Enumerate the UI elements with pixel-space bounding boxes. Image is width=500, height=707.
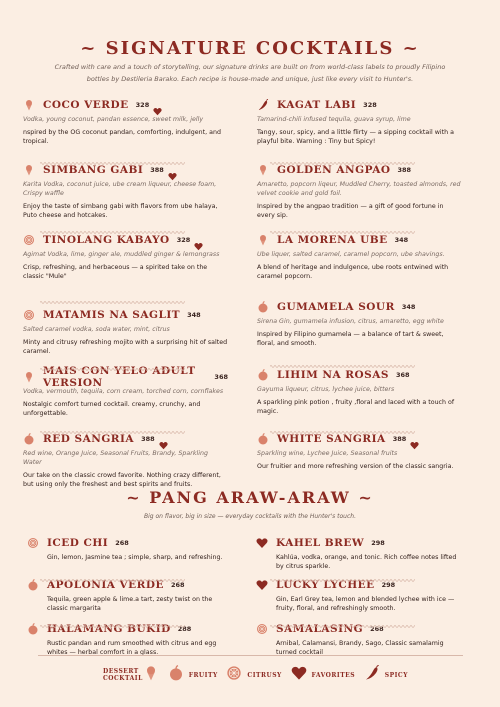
divider-squiggle [40, 290, 185, 295]
item-description: Tequila, green apple & lime.a tart, zesty twist on the classic margarita [47, 596, 213, 612]
item-description: Our fruitier and more refreshing version of the classic sangria. [257, 463, 454, 470]
divider-squiggle [40, 614, 185, 619]
item-price: 298 [371, 539, 385, 547]
item-price: 388 [397, 166, 412, 174]
item-name: SAMALASING [276, 623, 364, 635]
legend-label: SPICY [384, 671, 408, 679]
legend-label: FAVORITES [311, 671, 356, 679]
item-description: Kahlúa, vodka, orange, and tonic. Rich coffee notes lifted by citrus sparkle. [276, 554, 457, 570]
ice-cream-icon [23, 99, 35, 111]
item-description: Rustic pandan and rum smoothed with citrus and egg whites — herbal comfort in a glass. [47, 640, 217, 656]
citrus-icon [23, 234, 35, 246]
item-description: A blend of heritage and indulgence, ube roots entwined with caramel popcorn. [257, 264, 449, 280]
item-ingredients: Karita Vodka, coconut juice, ube cream liqueur, cheese foam, Crispy waffle [23, 181, 217, 197]
item-price: 328 [176, 236, 191, 244]
item-name: RED SANGRIA [43, 433, 135, 445]
item-price: 388 [141, 435, 155, 443]
menu-item-apolonia-verde [27, 578, 232, 613]
item-description: Tangy, sour, spicy, and a little flirty — a sipping cocktail with a playful bite. Warning : Tiny but Spicy! [257, 129, 454, 145]
item-ingredients: Agimat Vodka, lime, ginger ale, muddled ginger & lemongrass [23, 251, 220, 258]
legend-divider [38, 655, 463, 656]
divider-squiggle [40, 420, 185, 425]
fruit-icon [27, 623, 39, 635]
item-name: LA MORENA UBE [277, 234, 388, 246]
chili-icon [364, 665, 380, 685]
heart-icon [291, 665, 307, 685]
section-subtitle: Big on flavor, big in size — everyday cocktails with the Hunter's touch. [144, 513, 356, 520]
item-name: TINOLANG KABAYO [43, 234, 170, 246]
item-price: 268 [171, 581, 185, 589]
favorite-heart-icon [168, 166, 177, 175]
menu-item-la-morena-ube [257, 233, 462, 281]
item-name: GOLDEN ANGPAO [277, 164, 391, 176]
divider-squiggle [40, 151, 185, 156]
item-name: COCO VERDE [43, 99, 129, 111]
divider-squiggle [270, 420, 415, 425]
legend-dessert-cocktail [103, 665, 159, 685]
menu-item-white-sangria [257, 432, 462, 471]
item-name: APOLONIA VERDE [47, 579, 165, 591]
menu-item-tinolang-kabayo [23, 233, 228, 281]
item-price: 288 [177, 625, 192, 633]
citrus-icon [256, 623, 268, 635]
item-name: ICED CHI [47, 537, 109, 549]
legend-spicy [364, 665, 408, 685]
fruit-icon [257, 301, 269, 313]
section-title-everyday: ~ PANG ARAW-ARAW ~ [126, 488, 374, 507]
fruit-icon [27, 579, 39, 591]
fruit-icon [23, 433, 35, 445]
item-ingredients: Ube liquer, salted caramel, caramel popcorn, ube shavings. [257, 251, 445, 258]
ice-cream-icon [143, 665, 159, 685]
item-price: 328 [135, 101, 150, 109]
menu-item-mais-con-yelo-adult-version [23, 365, 228, 418]
menu-item-golden-angpao [257, 163, 462, 220]
menu-item-matamis-na-saglit [23, 308, 228, 356]
item-description: Inspired by the angpao tradition — a gift of good fortune in every sip. [257, 203, 444, 219]
ice-cream-icon [23, 371, 35, 383]
menu-item-iced-chi [27, 536, 232, 562]
item-price: 368 [214, 373, 228, 381]
divider-squiggle [40, 568, 185, 573]
item-price: 348 [187, 311, 201, 319]
fruit-icon [257, 369, 269, 381]
legend-citrusy [226, 665, 281, 685]
item-name: LIHIM NA ROSAS [277, 369, 389, 381]
item-price: 328 [363, 101, 377, 109]
item-ingredients: Gayuma liqueur, citrus, lychee juice, bitters [257, 386, 395, 393]
menu-item-red-sangria [23, 432, 228, 489]
item-ingredients: Vodka, vermouth, tequila, corn cream, torched corn, cornflakes [23, 388, 224, 395]
favorite-heart-icon [194, 236, 203, 245]
item-description: Crisp, refreshing, and herbaceous — a spirited take on the classic "Mule" [23, 264, 208, 280]
item-name: LUCKY LYCHEE [276, 579, 375, 591]
item-description: Arnibal, Calamansi, Brandy, Sago, Classic samalamig turned cocktail [276, 640, 444, 656]
item-name: MAIS CON YELO ADULT VERSION [43, 365, 196, 389]
item-description: Inspired by Filipino gumamela — a balance of tart & sweet, floral, and smooth. [257, 331, 444, 347]
legend-label: CITRUSY [247, 671, 282, 679]
item-name: MATAMIS NA SAGLIT [43, 309, 181, 321]
item-price: 268 [370, 625, 384, 633]
legend-favorites [291, 665, 356, 685]
heart-icon [256, 579, 268, 591]
item-description: Gin, Earl Grey tea, lemon and blended lychee with ice — fruity, floral, and refreshingly smooth. [276, 596, 455, 612]
divider-squiggle [270, 151, 415, 156]
menu-item-kahel-brew [256, 536, 461, 571]
favorite-heart-icon [410, 435, 419, 444]
item-description: Enjoy the taste of simbang gabi with flavors from ube halaya, Puto cheese and hotcakes. [23, 203, 218, 219]
chili-icon [257, 99, 269, 111]
legend [103, 665, 408, 685]
fruit-icon [168, 665, 184, 685]
item-name: SIMBANG GABI [43, 164, 144, 176]
favorite-heart-icon [153, 101, 162, 110]
item-price: 298 [381, 581, 396, 589]
ice-cream-icon [257, 234, 269, 246]
item-ingredients: Sparkling wine, Lychee Juice, Seasonal fruits [257, 450, 398, 457]
citrus-icon [27, 537, 39, 549]
item-ingredients: Salted caramel vodka, soda water, mint, citrus [23, 326, 170, 333]
item-name: KAGAT LABI [277, 99, 357, 111]
menu-item-simbang-gabi [23, 163, 228, 220]
item-price: 348 [401, 303, 416, 311]
item-description: A sparkling pink potion , fruity ,floral and laced with a touch of magic. [257, 399, 455, 415]
menu-item-coco-verde [23, 98, 228, 146]
favorite-heart-icon [159, 435, 168, 444]
intro-text: Crafted with care and a touch of storytelling, our signature drinks are built on from world-class labels to proudly Filipino bottles by Destileria Barako. Each recipe is house-made and unique, just like every visit to Hunter's. [54, 63, 446, 83]
menu-item-gumamela-sour [257, 300, 462, 348]
item-description: Gin, lemon, Jasmine tea ; simple, sharp, and refreshing. [47, 554, 223, 561]
divider-squiggle [270, 354, 415, 359]
item-description: Our take on the classic crowd favorite. Nothing crazy different, but using only the freshest and best spirits and fruits. [23, 472, 221, 488]
item-name: HALAMANG BUKID [47, 623, 171, 635]
divider-squiggle [270, 614, 415, 619]
legend-label: FRUITY [188, 671, 218, 679]
item-name: WHITE SANGRIA [277, 433, 386, 445]
item-ingredients: Amaretto, popcorn liqeur, Muddled Cherry, toasted almonds, red velvet cookie and gold foil. [257, 181, 461, 197]
divider-squiggle [270, 568, 415, 573]
ice-cream-icon [257, 164, 269, 176]
divider-squiggle [270, 220, 415, 225]
legend-fruity [168, 665, 218, 685]
citrus-icon [226, 665, 242, 685]
citrus-icon [23, 309, 35, 321]
item-name: GUMAMELA SOUR [277, 301, 395, 313]
fruit-icon [257, 433, 269, 445]
divider-squiggle [40, 220, 185, 225]
item-ingredients: Tamarind-chili infused tequila, guava syrup, lime [257, 116, 411, 123]
item-price: 388 [392, 435, 407, 443]
legend-label: DESSERT COCKTAIL [103, 668, 143, 682]
item-name: KAHEL BREW [276, 537, 365, 549]
ice-cream-icon [23, 164, 35, 176]
heart-icon [256, 537, 268, 549]
item-ingredients: Red wine, Orange Juice, Seasonal Fruits, Brandy, Sparkling Water [23, 450, 208, 466]
item-price: 268 [115, 539, 129, 547]
item-price: 388 [150, 166, 164, 174]
menu-item-lihim-na-rosas [257, 368, 462, 416]
item-ingredients: Vodka, young coconut, pandan essence, sweet milk, jelly [23, 116, 204, 123]
item-description: Minty and citrusy refreshing mojito with a surprising hit of salted caramel. [23, 339, 228, 355]
menu-item-kagat-labi [257, 98, 462, 146]
item-ingredients: Sirena Gin, gumamela infusion, citrus, amaretto, egg white [257, 318, 444, 325]
item-description: nspired by the OG coconut pandan, comforting, indulgent, and tropical. [23, 129, 221, 145]
divider-squiggle [40, 357, 185, 362]
page-title: ~ SIGNATURE COCKTAILS ~ [80, 38, 420, 59]
menu-item-lucky-lychee [256, 578, 461, 613]
item-price: 368 [396, 371, 410, 379]
item-price: 348 [394, 236, 409, 244]
item-description: Nostalgic comfort turned cocktail. creamy, crunchy, and unforgettable. [23, 401, 201, 417]
